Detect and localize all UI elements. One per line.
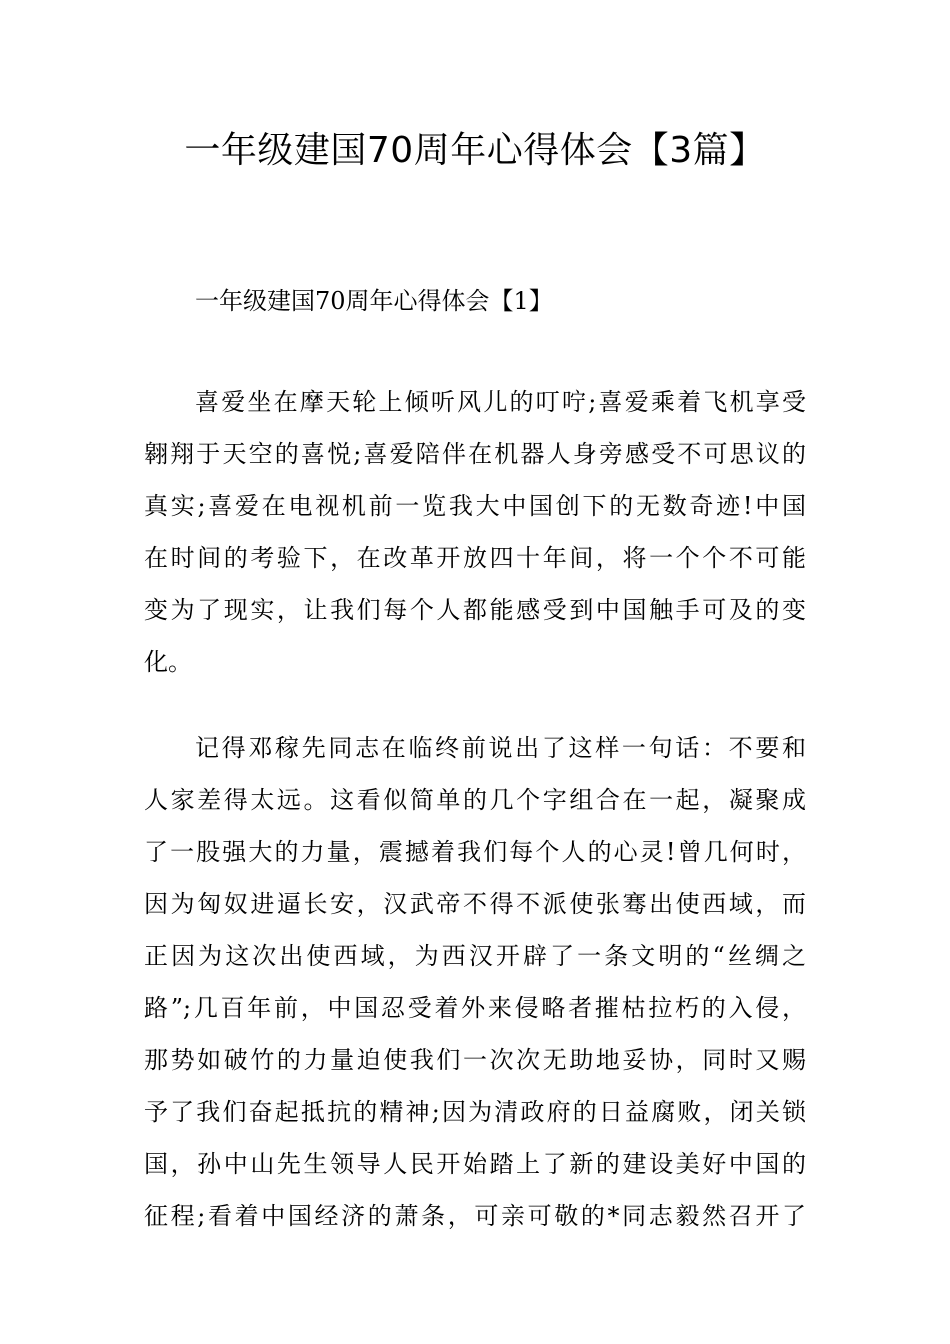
paragraph-line: 喜爱坐在摩天轮上倾听风儿的叮咛;喜爱乘着飞机享受 — [195, 388, 806, 416]
paragraph-line: 征程;看着中国经济的萧条，可亲可敬的*同志毅然召开了 — [144, 1202, 806, 1230]
paragraph-1 — [144, 376, 806, 688]
paragraph-line: 予了我们奋起抵抗的精神;因为清政府的日益腐败，闭关锁 — [144, 1098, 806, 1126]
paragraph-line: 因为匈奴进逼长安，汉武帝不得不派使张骞出使西域，而 — [144, 890, 806, 918]
paragraph-line: 记得邓稼先同志在临终前说出了这样一句话：不要和 — [195, 734, 806, 762]
paragraph-line: 那势如破竹的力量迫使我们一次次无助地妥协，同时又赐 — [144, 1046, 806, 1074]
paragraph-line: 正因为这次出使西域，为西汉开辟了一条文明的“丝绸之 — [144, 942, 806, 970]
section-heading: 一年级建国70周年心得体会【1】 — [195, 287, 553, 315]
paragraph-line: 真实;喜爱在电视机前一览我大中国创下的无数奇迹!中国 — [144, 492, 806, 520]
paragraph-line: 路”;几百年前，中国忍受着外来侵略者摧枯拉朽的入侵， — [144, 994, 806, 1022]
paragraph-2 — [144, 722, 806, 1242]
paragraph-line: 国，孙中山先生领导人民开始踏上了新的建设美好中国的 — [144, 1150, 806, 1178]
paragraph-line: 人家差得太远。这看似简单的几个字组合在一起，凝聚成 — [144, 786, 806, 814]
paragraph-line: 了一股强大的力量，震撼着我们每个人的心灵!曾几何时， — [144, 838, 806, 866]
paragraph-line: 化。 — [144, 648, 192, 676]
paragraph-line: 在时间的考验下，在改革开放四十年间，将一个个不可能 — [144, 544, 806, 572]
document-title: 一年级建国70周年心得体会【3篇】 — [184, 130, 766, 171]
paragraph-line: 翱翔于天空的喜悦;喜爱陪伴在机器人身旁感受不可思议的 — [144, 440, 806, 468]
paragraph-line: 变为了现实，让我们每个人都能感受到中国触手可及的变 — [144, 596, 806, 624]
